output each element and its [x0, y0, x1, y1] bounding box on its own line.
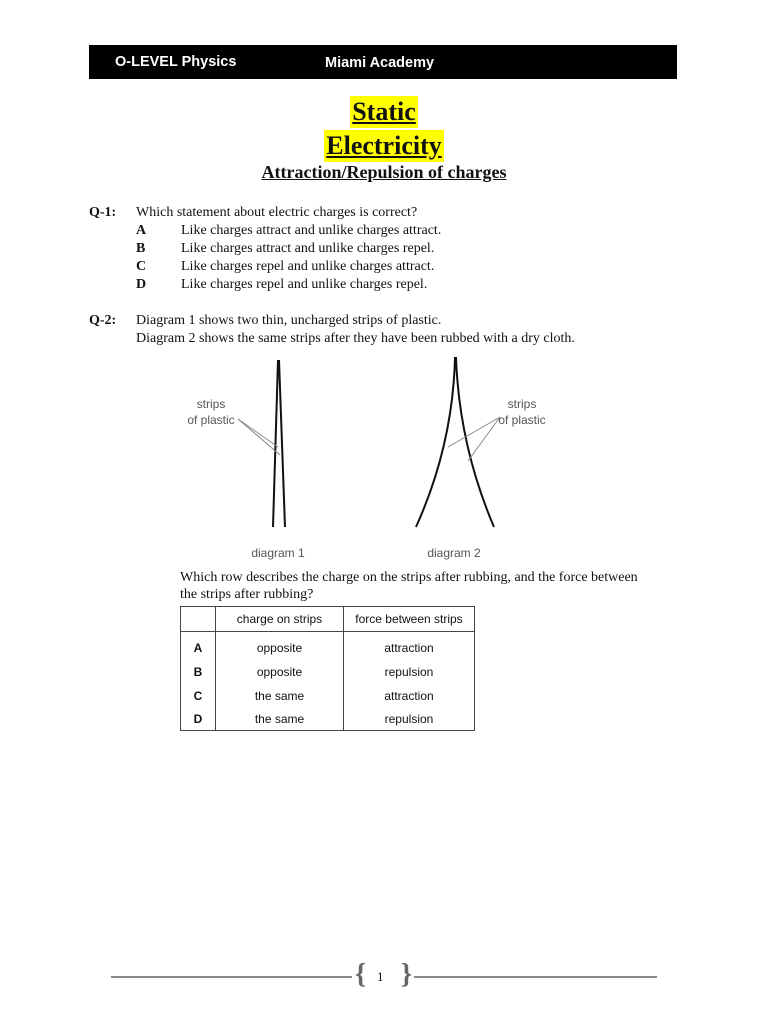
plastic-strips-diagram — [178, 355, 558, 565]
q1-number: Q-1: — [89, 205, 117, 220]
q2-number: Q-2: — [89, 313, 117, 328]
row-letter: C — [181, 684, 216, 708]
row-letter: D — [181, 708, 216, 731]
table-header-cell — [181, 607, 216, 632]
diagram-2-label-line-1: strips — [507, 397, 537, 411]
charge-cell: the same — [216, 708, 344, 731]
table-header-cell: charge on strips — [216, 607, 344, 632]
diagram-1-strips — [273, 360, 285, 527]
q1-option-letter: A — [136, 223, 147, 238]
diagram-1-label-line-1: strips — [196, 397, 226, 411]
diagram-2-caption: diagram 2 — [427, 546, 481, 560]
title-electricity: Electricity — [326, 131, 442, 160]
charge-cell: opposite — [216, 632, 344, 661]
force-cell: attraction — [344, 684, 475, 708]
force-cell: repulsion — [344, 708, 475, 731]
q1-option-text: Like charges repel and unlike charges repel. — [181, 277, 428, 292]
diagram-2-pointer — [448, 417, 500, 461]
footer-rule-right — [414, 976, 657, 978]
subject-label: O-LEVEL Physics — [115, 54, 237, 70]
diagram-2-label-line-2: of plastic — [498, 413, 546, 427]
table-header-row — [181, 607, 475, 632]
right-brace-icon: } — [401, 959, 413, 990]
row-letter: B — [181, 660, 216, 684]
table-row — [181, 708, 475, 731]
q1-option-text: Like charges repel and unlike charges attract. — [181, 259, 435, 274]
strip-right — [279, 360, 285, 527]
header-bar — [89, 45, 677, 79]
row-letter: A — [181, 632, 216, 661]
q1-prompt: Which statement about electric charges is correct? — [136, 205, 418, 220]
table-row — [181, 660, 475, 684]
force-cell: attraction — [344, 632, 475, 661]
q1-option-letter: C — [136, 259, 147, 274]
footer-rule-left — [111, 976, 352, 978]
strip-left — [416, 357, 455, 527]
q2-question-line-1: Which row describes the charge on the strips after rubbing, and the force between — [180, 570, 638, 585]
title-static: Static — [352, 97, 416, 126]
q2-line-1: Diagram 1 shows two thin, uncharged strips of plastic. — [136, 313, 442, 328]
charge-cell: opposite — [216, 660, 344, 684]
answer-table — [180, 606, 475, 731]
diagram-1-pointer — [238, 419, 280, 455]
title-line-2 — [0, 130, 768, 162]
strip-right — [456, 357, 494, 527]
left-brace-icon: { — [355, 959, 367, 990]
page-number: 1 — [377, 969, 384, 984]
q1-option-letter: B — [136, 241, 146, 256]
table-row — [181, 632, 475, 661]
q1-option-letter: D — [136, 277, 147, 292]
q2-question-line-2: the strips after rubbing? — [180, 587, 314, 602]
q1-option-text: Like charges attract and unlike charges attract. — [181, 223, 442, 238]
page-number-box — [355, 959, 413, 992]
q2-line-2: Diagram 2 shows the same strips after they have been rubbed with a dry cloth. — [136, 331, 575, 346]
title-line-1 — [0, 96, 768, 128]
force-cell: repulsion — [344, 660, 475, 684]
q1-option-text: Like charges attract and unlike charges repel. — [181, 241, 435, 256]
diagram-1-label-line-2: of plastic — [187, 413, 235, 427]
page-subtitle: Attraction/Repulsion of charges — [261, 162, 507, 182]
diagram-1-caption: diagram 1 — [251, 546, 305, 560]
school-name: Miami Academy — [325, 55, 435, 71]
table-header-cell: force between strips — [344, 607, 475, 632]
table-row — [181, 684, 475, 708]
charge-cell: the same — [216, 684, 344, 708]
